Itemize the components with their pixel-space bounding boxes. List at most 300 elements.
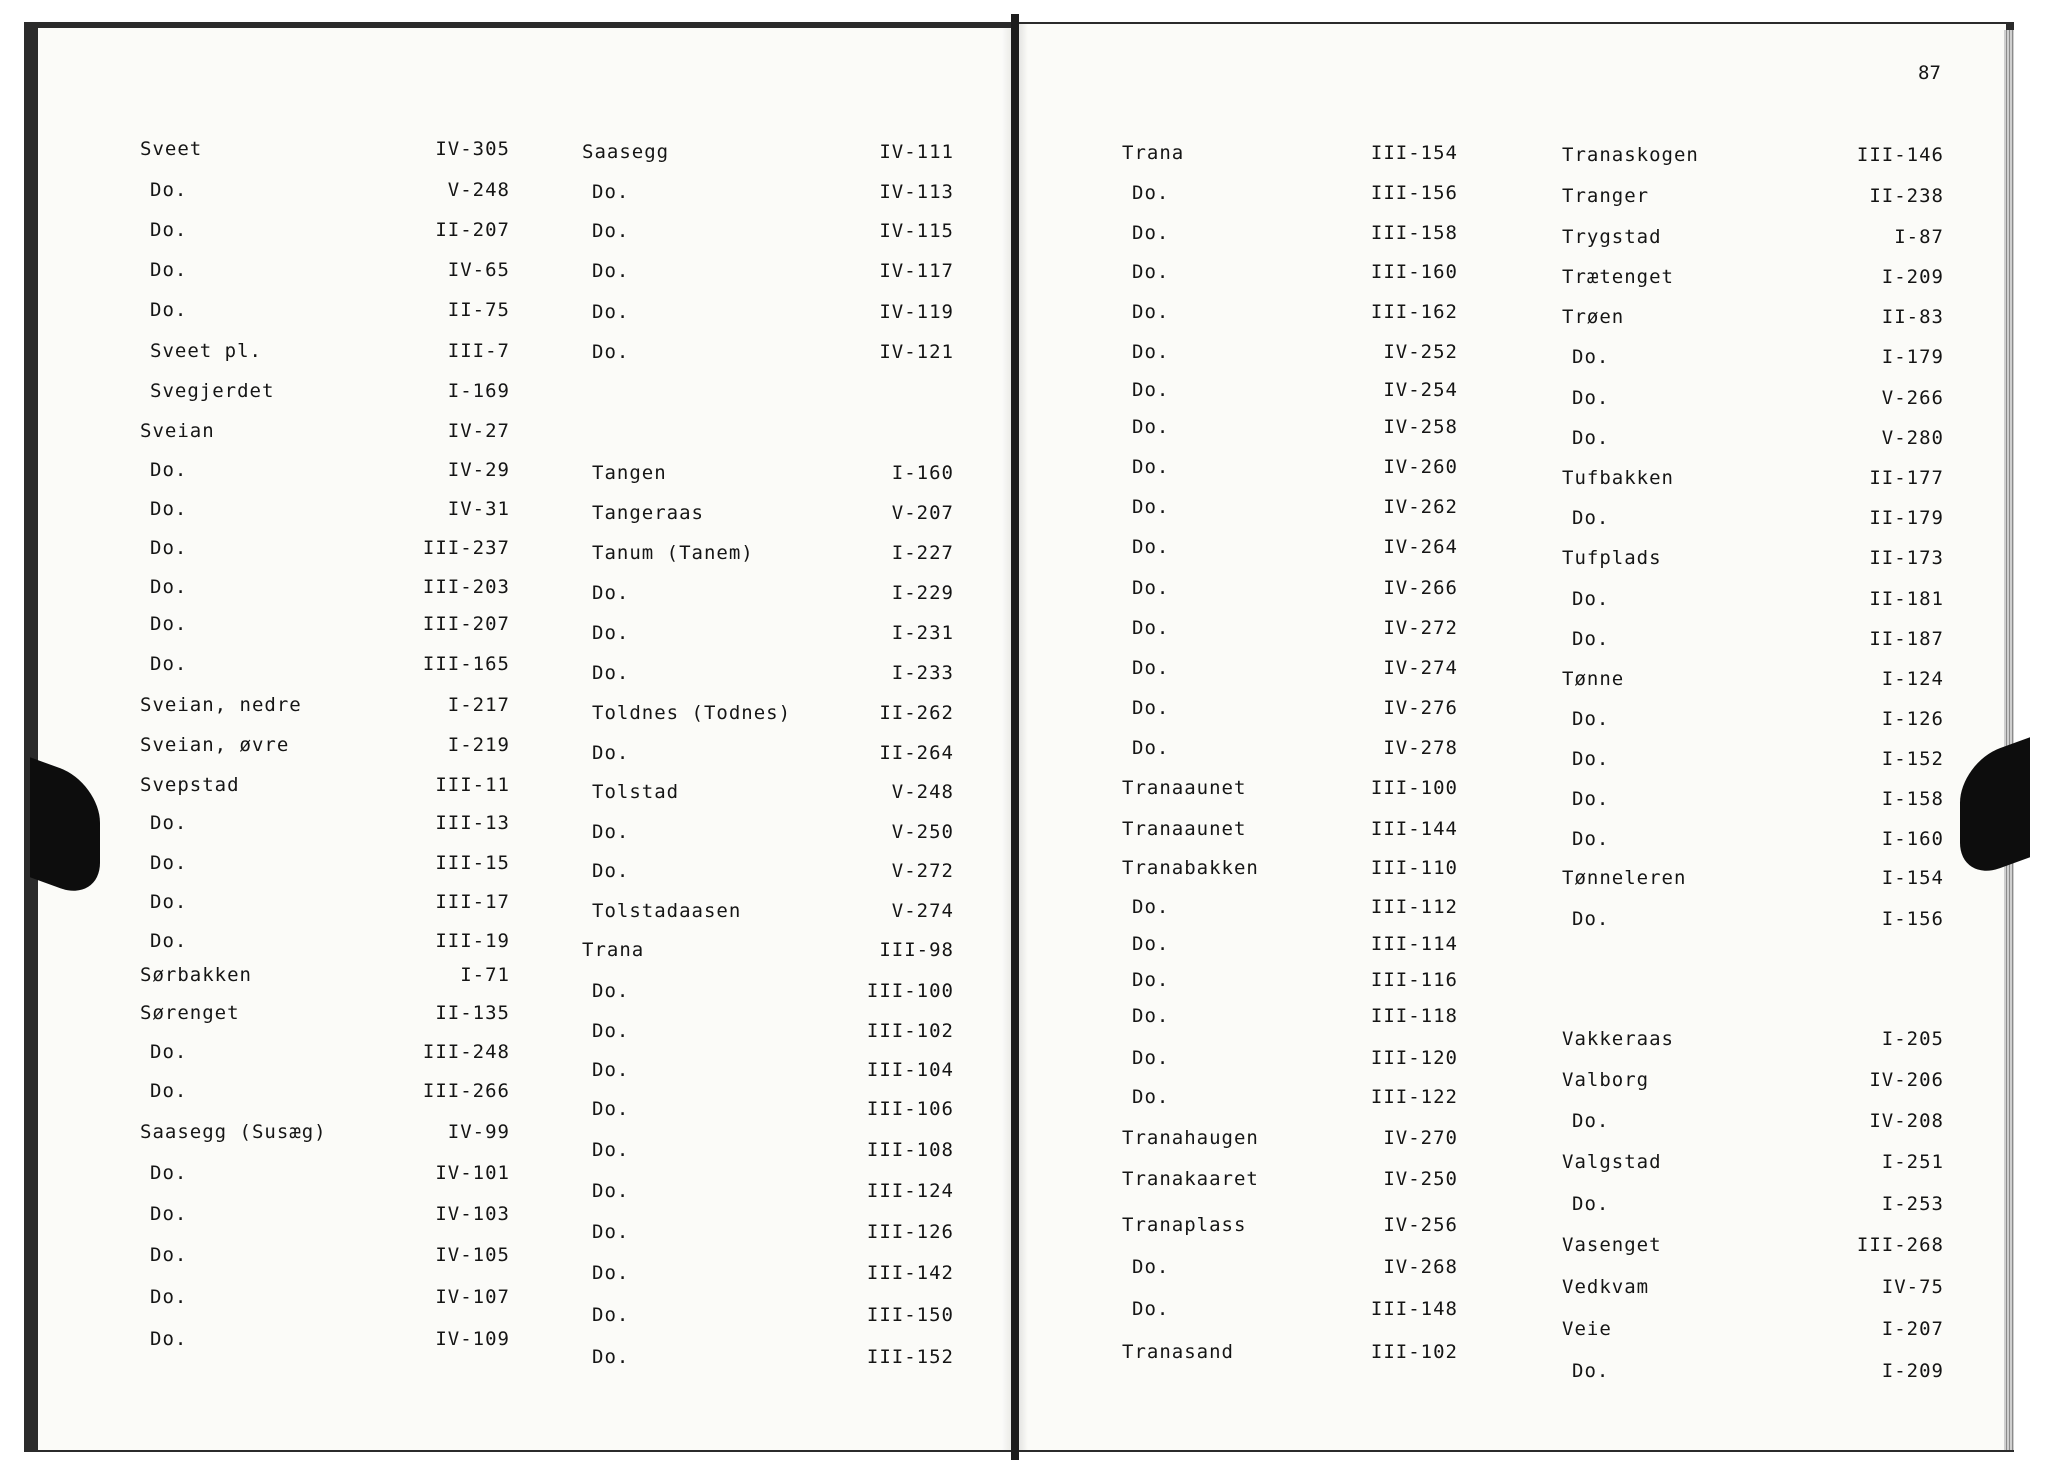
volume-reference: II-135 — [435, 1002, 510, 1024]
volume-reference: II-207 — [435, 219, 510, 241]
index-entry — [582, 900, 954, 930]
volume-reference: III-100 — [1370, 777, 1458, 799]
index-entry — [1562, 867, 1944, 897]
place-name: Do. — [1132, 536, 1170, 558]
index-entry — [140, 694, 510, 724]
place-name: Svegjerdet — [150, 380, 275, 402]
index-entry — [1122, 182, 1458, 212]
index-entry — [582, 1262, 954, 1292]
index-entry — [1122, 456, 1458, 486]
place-name: Tranasand — [1122, 1341, 1234, 1363]
index-entry — [582, 821, 954, 851]
place-name: Do. — [1132, 416, 1170, 438]
index-entry — [1562, 1234, 1944, 1264]
index-entry — [140, 1041, 510, 1071]
volume-reference: IV-65 — [447, 259, 510, 281]
page-edges — [2004, 30, 2014, 1450]
index-entry — [582, 542, 954, 572]
index-entry — [1122, 617, 1458, 647]
index-entry — [1562, 1193, 1944, 1223]
volume-reference: IV-250 — [1383, 1168, 1458, 1190]
index-entry — [582, 181, 954, 211]
index-entry — [140, 537, 510, 567]
place-name: Do. — [1132, 261, 1170, 283]
volume-reference: III-165 — [422, 653, 510, 675]
volume-reference: I-154 — [1881, 867, 1944, 889]
volume-reference: IV-272 — [1383, 617, 1458, 639]
index-entry — [582, 1020, 954, 1050]
place-name: Tranahaugen — [1122, 1127, 1259, 1149]
place-name: Do. — [150, 891, 188, 913]
volume-reference: II-177 — [1869, 467, 1944, 489]
volume-reference: I-160 — [891, 462, 954, 484]
index-entry — [1562, 185, 1944, 215]
volume-reference: IV-101 — [435, 1162, 510, 1184]
index-entry — [1122, 301, 1458, 331]
index-entry — [1562, 306, 1944, 336]
volume-reference: I-179 — [1881, 346, 1944, 368]
place-name: Do. — [1132, 577, 1170, 599]
place-name: Do. — [1132, 301, 1170, 323]
index-entry — [1122, 1005, 1458, 1035]
place-name: Do. — [150, 259, 188, 281]
index-entry — [1562, 788, 1944, 818]
place-name: Saasegg (Susæg) — [140, 1121, 327, 1143]
volume-reference: I-219 — [447, 734, 510, 756]
place-name: Do. — [1572, 346, 1610, 368]
index-entry — [582, 462, 954, 492]
index-entry — [140, 1162, 510, 1192]
index-entry — [582, 980, 954, 1010]
index-entry — [1122, 222, 1458, 252]
index-entry — [140, 1244, 510, 1274]
place-name: Do. — [1132, 933, 1170, 955]
index-entry — [1122, 818, 1458, 848]
index-entry — [1562, 387, 1944, 417]
place-name: Do. — [592, 1059, 630, 1081]
place-name: Vedkvam — [1562, 1276, 1650, 1298]
index-entry — [582, 301, 954, 331]
volume-reference: III-7 — [447, 340, 510, 362]
volume-reference: III-158 — [1370, 222, 1458, 244]
index-entry — [1562, 1151, 1944, 1181]
index-entry — [1562, 427, 1944, 457]
place-name: Sveet — [140, 138, 203, 160]
volume-reference: IV-305 — [435, 138, 510, 160]
index-entry — [140, 299, 510, 329]
page-number: 87 — [1918, 62, 1941, 84]
index-entry — [582, 1221, 954, 1251]
index-entry — [1122, 1086, 1458, 1116]
place-name: Veie — [1562, 1318, 1612, 1340]
volume-reference: III-116 — [1370, 969, 1458, 991]
volume-reference: III-110 — [1370, 857, 1458, 879]
place-name: Do. — [592, 181, 630, 203]
place-name: Do. — [592, 1346, 630, 1368]
place-name: Do. — [592, 1139, 630, 1161]
index-entry — [140, 1203, 510, 1233]
place-name: Sørenget — [140, 1002, 240, 1024]
place-name: Do. — [1572, 588, 1610, 610]
volume-reference: II-264 — [879, 742, 954, 764]
place-name: Do. — [592, 1221, 630, 1243]
place-name: Do. — [592, 1262, 630, 1284]
place-name: Do. — [592, 220, 630, 242]
volume-reference: III-207 — [422, 613, 510, 635]
place-name: Do. — [1572, 748, 1610, 770]
index-entry — [1122, 657, 1458, 687]
place-name: Saasegg — [582, 141, 670, 163]
index-entry — [140, 459, 510, 489]
volume-reference: V-207 — [891, 502, 954, 524]
place-name: Do. — [1132, 1005, 1170, 1027]
volume-reference: IV-274 — [1383, 657, 1458, 679]
volume-reference: IV-117 — [879, 260, 954, 282]
volume-reference: IV-278 — [1383, 737, 1458, 759]
place-name: Do. — [1572, 908, 1610, 930]
place-name: Do. — [592, 1304, 630, 1326]
index-entry — [1562, 588, 1944, 618]
index-entry — [1122, 896, 1458, 926]
place-name: Do. — [150, 179, 188, 201]
index-entry — [1562, 507, 1944, 537]
volume-reference: III-98 — [879, 939, 954, 961]
volume-reference: IV-121 — [879, 341, 954, 363]
place-name: Do. — [1572, 387, 1610, 409]
index-entry — [140, 380, 510, 410]
volume-reference: IV-264 — [1383, 536, 1458, 558]
place-name: Do. — [592, 742, 630, 764]
place-name: Do. — [150, 219, 188, 241]
place-name: Do. — [1132, 697, 1170, 719]
index-entry — [1562, 144, 1944, 174]
volume-reference: II-238 — [1869, 185, 1944, 207]
place-name: Do. — [1132, 969, 1170, 991]
index-entry — [1122, 379, 1458, 409]
volume-reference: III-122 — [1370, 1086, 1458, 1108]
index-entry — [1562, 748, 1944, 778]
place-name: Tangen — [592, 462, 667, 484]
volume-reference: III-146 — [1856, 144, 1944, 166]
index-entry — [1562, 708, 1944, 738]
place-name: Tolstad — [592, 781, 680, 803]
volume-reference: III-268 — [1856, 1234, 1944, 1256]
volume-reference: III-126 — [866, 1221, 954, 1243]
volume-reference: II-75 — [447, 299, 510, 321]
volume-reference: III-102 — [1370, 1341, 1458, 1363]
place-name: Do. — [1132, 222, 1170, 244]
place-name: Tanum (Tanem) — [592, 542, 754, 564]
place-name: Tufplads — [1562, 547, 1662, 569]
volume-reference: V-280 — [1881, 427, 1944, 449]
volume-reference: IV-252 — [1383, 341, 1458, 363]
index-entry — [1122, 261, 1458, 291]
place-name: Sveian — [140, 420, 215, 442]
place-name: Tufbakken — [1562, 467, 1674, 489]
index-entry — [1122, 1256, 1458, 1286]
volume-reference: III-19 — [435, 930, 510, 952]
volume-reference: III-124 — [866, 1180, 954, 1202]
index-entry — [582, 622, 954, 652]
index-entry — [582, 1059, 954, 1089]
volume-reference: IV-75 — [1881, 1276, 1944, 1298]
place-name: Do. — [1132, 379, 1170, 401]
volume-reference: I-231 — [891, 622, 954, 644]
index-entry — [1122, 777, 1458, 807]
volume-reference: III-118 — [1370, 1005, 1458, 1027]
volume-reference: IV-115 — [879, 220, 954, 242]
place-name: Sørbakken — [140, 964, 252, 986]
place-name: Tønneleren — [1562, 867, 1687, 889]
place-name: Do. — [150, 1041, 188, 1063]
place-name: Tranger — [1562, 185, 1650, 207]
volume-reference: II-262 — [879, 702, 954, 724]
index-entry — [140, 420, 510, 450]
index-entry — [1122, 1127, 1458, 1157]
place-name: Do. — [150, 653, 188, 675]
place-name: Do. — [1132, 617, 1170, 639]
index-entry — [1122, 577, 1458, 607]
place-name: Do. — [592, 301, 630, 323]
index-entry — [140, 1286, 510, 1316]
place-name: Tønne — [1562, 668, 1625, 690]
volume-reference: III-13 — [435, 812, 510, 834]
index-entry — [1562, 828, 1944, 858]
volume-reference: II-83 — [1881, 306, 1944, 328]
volume-reference: III-266 — [422, 1080, 510, 1102]
place-name: Do. — [1132, 496, 1170, 518]
volume-reference: IV-254 — [1383, 379, 1458, 401]
place-name: Vasenget — [1562, 1234, 1662, 1256]
volume-reference: III-102 — [866, 1020, 954, 1042]
index-entry — [140, 259, 510, 289]
index-entry — [140, 812, 510, 842]
volume-reference: II-181 — [1869, 588, 1944, 610]
volume-reference: IV-260 — [1383, 456, 1458, 478]
volume-reference: I-205 — [1881, 1028, 1944, 1050]
volume-reference: V-274 — [891, 900, 954, 922]
index-entry — [1122, 933, 1458, 963]
place-name: Trana — [1122, 142, 1185, 164]
volume-reference: IV-268 — [1383, 1256, 1458, 1278]
volume-reference: IV-206 — [1869, 1069, 1944, 1091]
place-name: Tranaaunet — [1122, 818, 1247, 840]
place-name: Do. — [592, 980, 630, 1002]
volume-reference: III-11 — [435, 774, 510, 796]
place-name: Do. — [1132, 456, 1170, 478]
place-name: Valgstad — [1562, 1151, 1662, 1173]
index-entry — [1122, 857, 1458, 887]
volume-reference: III-152 — [866, 1346, 954, 1368]
place-name: Do. — [592, 860, 630, 882]
volume-reference: I-126 — [1881, 708, 1944, 730]
volume-reference: I-152 — [1881, 748, 1944, 770]
index-entry — [1562, 467, 1944, 497]
place-name: Do. — [150, 852, 188, 874]
place-name: Do. — [592, 1098, 630, 1120]
place-name: Trøen — [1562, 306, 1625, 328]
volume-reference: I-229 — [891, 582, 954, 604]
place-name: Do. — [150, 812, 188, 834]
index-entry — [140, 1080, 510, 1110]
index-entry — [140, 138, 510, 168]
index-entry — [1562, 226, 1944, 256]
volume-reference: IV-109 — [435, 1328, 510, 1350]
index-entry — [582, 1098, 954, 1128]
index-entry — [1562, 668, 1944, 698]
place-name: Do. — [1572, 788, 1610, 810]
volume-reference: III-120 — [1370, 1047, 1458, 1069]
volume-reference: I-156 — [1881, 908, 1944, 930]
index-entry — [1122, 969, 1458, 999]
place-name: Do. — [1132, 896, 1170, 918]
index-entry — [140, 891, 510, 921]
index-entry — [1122, 1047, 1458, 1077]
volume-reference: IV-103 — [435, 1203, 510, 1225]
volume-reference: III-144 — [1370, 818, 1458, 840]
index-entry — [1562, 1028, 1944, 1058]
volume-reference: III-203 — [422, 576, 510, 598]
index-entry — [582, 1304, 954, 1334]
volume-reference: V-272 — [891, 860, 954, 882]
volume-reference: I-217 — [447, 694, 510, 716]
place-name: Do. — [592, 821, 630, 843]
place-name: Sveian, øvre — [140, 734, 290, 756]
volume-reference: IV-99 — [447, 1121, 510, 1143]
place-name: Do. — [150, 1162, 188, 1184]
volume-reference: IV-113 — [879, 181, 954, 203]
index-entry — [140, 219, 510, 249]
index-entry — [1562, 628, 1944, 658]
volume-reference: I-227 — [891, 542, 954, 564]
place-name: Do. — [1132, 657, 1170, 679]
place-name: Trygstad — [1562, 226, 1662, 248]
place-name: Do. — [1132, 737, 1170, 759]
index-entry — [140, 340, 510, 370]
place-name: Do. — [592, 260, 630, 282]
index-entry — [140, 576, 510, 606]
place-name: Do. — [592, 1180, 630, 1202]
index-entry — [140, 179, 510, 209]
volume-reference: II-173 — [1869, 547, 1944, 569]
index-entry — [1122, 1168, 1458, 1198]
index-entry — [582, 1180, 954, 1210]
volume-reference: I-87 — [1894, 226, 1944, 248]
volume-reference: I-209 — [1881, 1360, 1944, 1382]
index-entry — [140, 852, 510, 882]
place-name: Do. — [150, 576, 188, 598]
index-entry — [140, 613, 510, 643]
volume-reference: IV-208 — [1869, 1110, 1944, 1132]
volume-reference: II-179 — [1869, 507, 1944, 529]
volume-reference: IV-119 — [879, 301, 954, 323]
index-entry — [140, 653, 510, 683]
volume-reference: IV-111 — [879, 141, 954, 163]
place-name: Tangeraas — [592, 502, 704, 524]
index-entry — [1562, 908, 1944, 938]
index-entry — [582, 939, 954, 969]
volume-reference: IV-107 — [435, 1286, 510, 1308]
volume-reference: III-106 — [866, 1098, 954, 1120]
place-name: Tranabakken — [1122, 857, 1259, 879]
place-name: Do. — [150, 930, 188, 952]
place-name: Do. — [592, 662, 630, 684]
index-entry — [1122, 1298, 1458, 1328]
place-name: Do. — [1572, 427, 1610, 449]
index-entry — [1562, 266, 1944, 296]
volume-reference: IV-27 — [447, 420, 510, 442]
place-name: Do. — [592, 341, 630, 363]
place-name: Tranaplass — [1122, 1214, 1247, 1236]
place-name: Do. — [1572, 507, 1610, 529]
volume-reference: III-104 — [866, 1059, 954, 1081]
volume-reference: IV-258 — [1383, 416, 1458, 438]
volume-reference: IV-266 — [1383, 577, 1458, 599]
index-entry — [140, 774, 510, 804]
volume-reference: III-162 — [1370, 301, 1458, 323]
place-name: Do. — [1572, 1193, 1610, 1215]
index-entry — [582, 662, 954, 692]
index-entry — [1122, 737, 1458, 767]
volume-reference: III-150 — [866, 1304, 954, 1326]
volume-reference: I-71 — [460, 964, 510, 986]
index-entry — [1562, 1318, 1944, 1348]
place-name: Do. — [1572, 1110, 1610, 1132]
volume-reference: III-148 — [1370, 1298, 1458, 1320]
place-name: Do. — [1572, 1360, 1610, 1382]
place-name: Do. — [1572, 628, 1610, 650]
place-name: Do. — [1132, 1086, 1170, 1108]
place-name: Do. — [1132, 341, 1170, 363]
index-entry — [140, 1002, 510, 1032]
volume-reference: IV-105 — [435, 1244, 510, 1266]
place-name: Tranaskogen — [1562, 144, 1699, 166]
place-name: Do. — [150, 1328, 188, 1350]
volume-reference: III-154 — [1370, 142, 1458, 164]
volume-reference: III-160 — [1370, 261, 1458, 283]
index-entry — [1122, 1214, 1458, 1244]
volume-reference: IV-256 — [1383, 1214, 1458, 1236]
volume-reference: I-124 — [1881, 668, 1944, 690]
place-name: Trætenget — [1562, 266, 1674, 288]
place-name: Do. — [592, 582, 630, 604]
volume-reference: III-248 — [422, 1041, 510, 1063]
place-name: Sveian, nedre — [140, 694, 302, 716]
place-name: Do. — [150, 498, 188, 520]
book-spine — [1011, 14, 1019, 1460]
index-entry — [140, 498, 510, 528]
volume-reference: I-253 — [1881, 1193, 1944, 1215]
place-name: Tranakaaret — [1122, 1168, 1259, 1190]
place-name: Do. — [1572, 708, 1610, 730]
index-entry — [1122, 416, 1458, 446]
index-entry — [582, 1139, 954, 1169]
place-name: Do. — [150, 459, 188, 481]
place-name: Toldnes (Todnes) — [592, 702, 792, 724]
index-entry — [1122, 697, 1458, 727]
index-entry — [140, 1328, 510, 1358]
volume-reference: V-248 — [447, 179, 510, 201]
index-entry — [582, 582, 954, 612]
place-name: Trana — [582, 939, 645, 961]
volume-reference: IV-31 — [447, 498, 510, 520]
place-name: Tolstadaasen — [592, 900, 742, 922]
place-name: Do. — [150, 1244, 188, 1266]
volume-reference: V-250 — [891, 821, 954, 843]
index-entry — [1122, 1341, 1458, 1371]
place-name: Vakkeraas — [1562, 1028, 1674, 1050]
index-entry — [582, 502, 954, 532]
